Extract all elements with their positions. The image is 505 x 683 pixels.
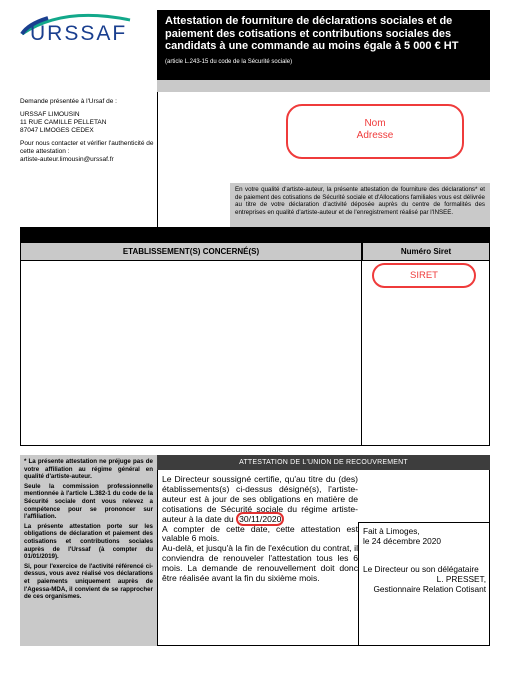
siret-placeholder: SIRET <box>372 263 476 288</box>
attestation-heading: ATTESTATION DE L'UNION DE RECOUVREMENT <box>157 455 490 470</box>
attestation-text <box>162 475 358 584</box>
legal-note: La présente attestation porte sur les obligations de déclaration et paiement des cotisations et contributions sociales auprès de l'Urssaf (à compter du 01/01/2019). <box>24 522 153 561</box>
signature-place: Fait à Limoges, <box>363 526 420 536</box>
attestation-renewal: Au-delà, et jusqu'à la fin de l'exécution du contrat, il conviendra de renouveler l'attestation tous les 6 mois. La demande de renouvellement doit donc être réalisée avant la fin du sixième mois. <box>162 543 358 584</box>
request-org: URSSAF LIMOUSIN <box>20 111 80 118</box>
legal-note: Si, pour l'exercice de l'activité référencé ci-dessus, vous avez réalisé vos déclarations et paiements uniquement auprès de l'Agessa-MDA, il convient de se rapprocher de ces organismes. <box>24 562 153 601</box>
request-street: 11 RUE CAMILLE PELLETAN <box>20 119 107 126</box>
attestation-certification: Le Directeur soussigné certifie, qu'au titre du (des) établissements(s) ci-dessus désigné(s), l'artiste-auteur est à jour de ses obligations en matière de cotisations de Sécurité sociale du régime artiste-auteur à la date du <box>162 474 358 524</box>
attestation-validity: A compter de cette date, cette attestation est valable 6 mois. <box>162 523 358 544</box>
contact-label: Pour nous contacter et vérifier l'authenticité de cette attestation : <box>20 140 154 155</box>
signature-date: le 24 décembre 2020 <box>363 536 441 546</box>
document-title: Attestation de fourniture de déclarations sociales et de paiement des cotisations et contributions sociales des candidats à une commande au moins égale à 5 000 € HT <box>165 15 459 52</box>
signature-role: Le Directeur ou son délégataire <box>363 564 479 574</box>
signatory-name: L. PRESSET, <box>436 574 486 584</box>
document-title-box <box>157 10 490 80</box>
recipient-address-placeholder: Adresse <box>356 130 394 141</box>
recipient-name-placeholder: Nom <box>364 118 386 129</box>
contact-email: artiste-auteur.limousin@urssaf.fr <box>20 156 114 163</box>
signature-block <box>358 522 490 646</box>
request-info <box>20 98 155 164</box>
urssaf-logo-text: URSSAF <box>30 22 128 45</box>
legal-notes <box>20 455 157 646</box>
signatory-title: Gestionnaire Relation Cotisant <box>373 584 486 594</box>
establishment-column-header: ETABLISSEMENT(S) CONCERNÉ(S) <box>20 242 362 261</box>
legal-note: Seule la commission professionnelle mentionnée à l'article L.382-1 du code de la Sécurité sociale dont vous relevez a compétence pour se prononcer sur l'affiliation. <box>24 482 153 521</box>
legal-note: * La présente attestation ne préjuge pas de votre affiliation au régime général en qualité d'artiste-auteur. <box>24 458 153 481</box>
document-subtitle: (article L.243-15 du code de la Sécurité sociale) <box>165 58 293 65</box>
request-label: Demande présentée à l'Ursaf de : <box>20 98 117 105</box>
establishment-cell <box>20 261 362 446</box>
header-grey-strip <box>157 80 490 92</box>
header-divider-line <box>157 92 158 227</box>
siret-column-header: Numéro Siret <box>362 242 490 261</box>
artist-info-text: En votre qualité d'artiste-auteur, la présente attestation de fourniture des déclarations* et de paiement des cotisations de Sécurité sociale et d'Allocations familiales vous est délivrée au titre de votre déclaration d'activité déposée auprès du centre de formalités des entreprises en qualité d'artiste-auteur et de l'enregistrement réalisé par l'INSEE. <box>230 183 490 227</box>
attestation-date: 30/11/2020 <box>236 512 284 526</box>
request-city: 87047 LIMOGES CEDEX <box>20 127 94 134</box>
siret-cell <box>362 261 490 446</box>
table-top-bar <box>20 227 490 242</box>
recipient-placeholder-box <box>286 104 464 159</box>
